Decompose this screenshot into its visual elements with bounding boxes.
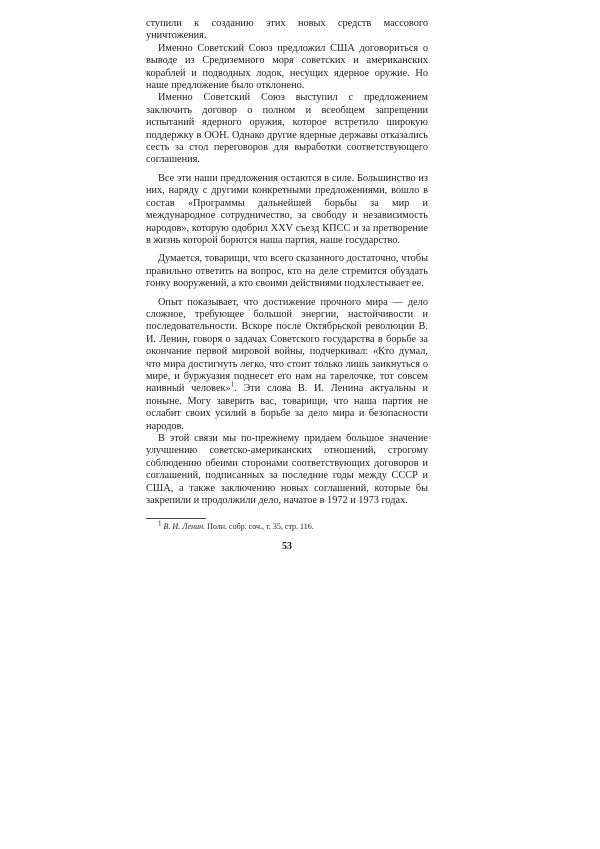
footnote [146,519,428,532]
paragraph-4: Все эти наши предложения остаются в силе. Большинство из них, наряду с другими конкретными предложениями, вошло в состав «Программы дальнейшей борьбы за мир и международное сотрудничество, за свободу и независимость народов», которую одобрил XXV съезд КПСС и за претворение в жизнь которой борются наша партия, наше государство. [146,172,428,246]
paragraph-5: Думается, товарищи, что всего сказанного достаточно, чтобы правильно ответить на вопрос, кто на деле стремится обуздать гонку вооружений, а кто своими действиями подхлестывает ее. [146,253,428,290]
paragraph-2: Именно Советский Союз предложил США договориться о выводе из Средиземного моря советских и американских кораблей и подводных лодок, несущих ядерное оружие. Но наше предложение было отклонено. [146,42,428,92]
page-number: 53 [282,541,292,553]
footnote-divider [146,518,206,519]
footnote-reference: 1 [230,380,235,389]
paragraph-3: Именно Советский Союз выступил с предложением заключить договор о полном и всеобщем запрещении испытаний ядерного оружия, которое встретило широкую поддержку в ООН. Однако другие ядерные державы отказались сесть за стол переговоров для выработки соответствующего соглашения. [146,92,428,166]
paragraph-7: В этой связи мы по-прежнему придаем большое значение улучшению советско-американских отношений, строгому соблюдению обеими сторонами соответствующих договоров и соглашений, подписанных за последние годы между СССР и США, а также заключению новых соглашений, которые бы закрепили и продолжили дело, начатое в 1972 и 1973 годах. [146,433,428,507]
paragraph-1: ступили к созданию этих новых средств массового уничтожения. [146,18,428,42]
document-page [146,18,428,554]
paragraph-6-text-after: . Эти слова В. И. Ленина актуальны и поныне. Могу заверить вас, товарищи, что наша партия не ослабит своих усилий в борьбе за дело мира и безопасности народов. [146,383,428,432]
footnote-source: Полн. собр. соч., т. 35, стр. 116. [207,522,314,532]
paragraph-6-text-before: Опыт показывает, что достижение прочного мира — дело сложное, требующее большой энергии, настойчивости и последовательности. Вскоре после Октябрьской революции В. И. Ленин, говоря о задачах Советского государства в борьбе за окончание первой мировой войны, подчеркивал: «Кто думал, что мира достигнуть легко, что стоит только лишь заикнуться о мире, и буржуазия поднесет его нам на тарелочке, тот совсем наивный человек» [146,296,428,395]
footnote-author: В. И. Ленин. [163,522,206,532]
paragraph-6 [146,297,428,433]
footnote-mark: 1 [158,519,162,528]
